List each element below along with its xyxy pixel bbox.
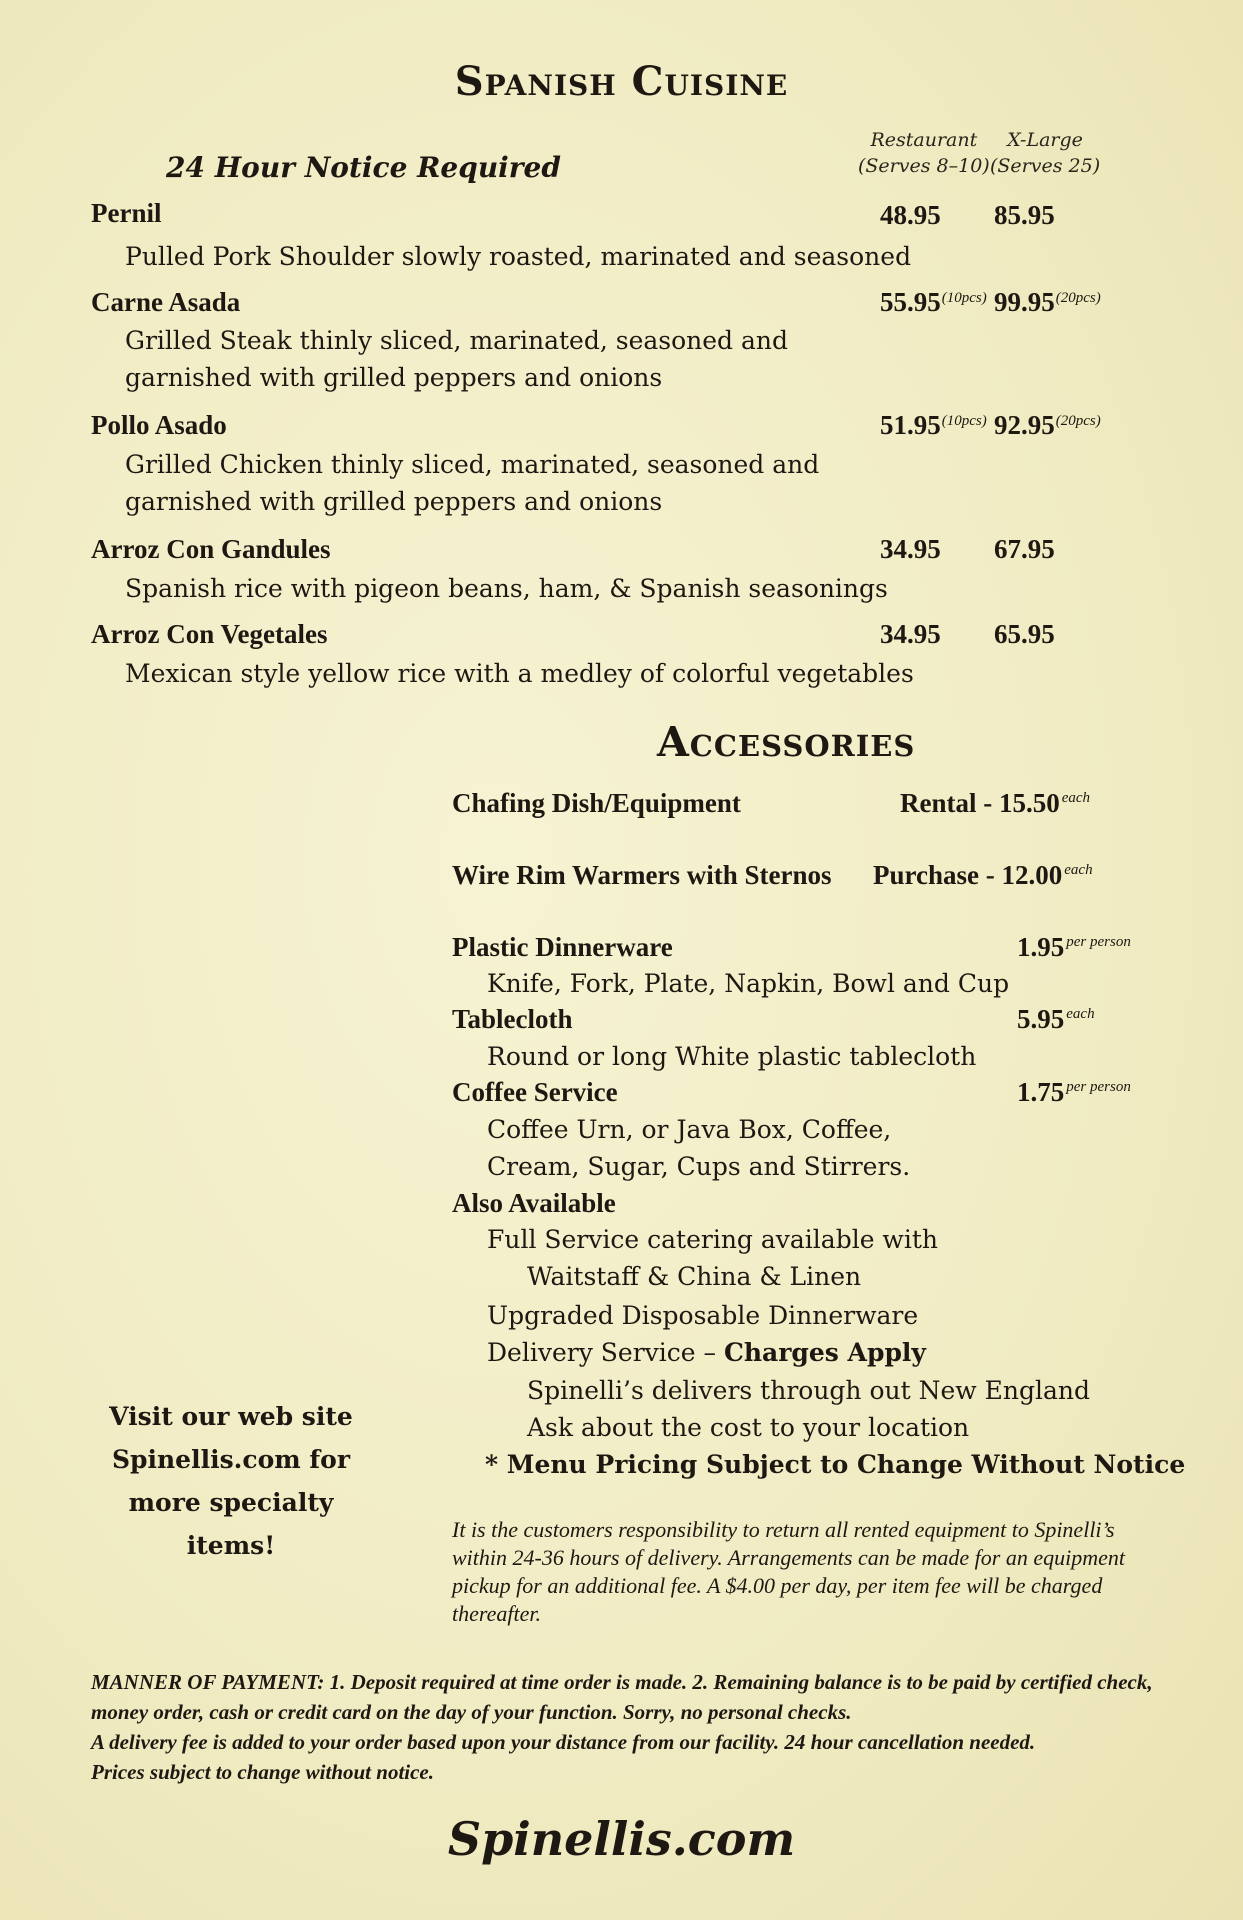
accessory-name: Chafing Dish/Equipment (452, 788, 741, 818)
price-xlarge: 85.95 (994, 200, 1055, 230)
menu-item-desc: Pulled Pork Shoulder slowly roasted, marinated and seasoned (125, 242, 912, 271)
price-xlarge: $99.95^{(20pcs)}$ (994, 287, 1101, 317)
accessory-name: Plastic Dinnerware (452, 932, 673, 962)
accessory-price: 1.95 $^{per person}$ (1017, 932, 1131, 962)
menu-item-name: Pernil (91, 198, 162, 228)
accessory-name: Tablecloth (452, 1004, 573, 1034)
page-title: Spanish Cuisine (454, 58, 789, 105)
footer-website: Spinellis.com (447, 1812, 796, 1866)
also-available-item: Waitstaff & China & Linen (527, 1262, 862, 1291)
menu-item-name: Carne Asada (91, 287, 241, 317)
accessory-name: Coffee Service (452, 1077, 618, 1107)
also-available-item: Upgraded Disposable Dinnerware (487, 1301, 919, 1330)
accessories-title: Accessories (657, 718, 916, 766)
menu-item-name: Pollo Asado (91, 410, 227, 440)
price-xlarge: $92.95^{(20pcs)}$ (994, 410, 1101, 440)
menu-item-desc: Mexican style yellow rice with a medley of colorful vegetables (125, 659, 914, 688)
menu-item-desc: Spanish rice with pigeon beans, ham, & Spanish seasonings (125, 574, 888, 603)
price-xlarge: 67.95 (994, 534, 1055, 564)
payment-terms: MANNER OF PAYMENT: 1. Deposit required at time order is made. 2. Remaining balance is to be paid by certified check, money order, cash or credit card on the day of your function. Sorry, no personal checks. A delivery fee is added to your order based upon your distance from our facility. 24 hour cancellation needed. Prices subject to change without notice. (91, 1670, 1153, 1784)
menu-item-desc: Grilled Steak thinly sliced, marinated, seasoned and (125, 326, 789, 355)
also-available-heading: Also Available (452, 1188, 616, 1218)
accessory-desc: Round or long White plastic tablecloth (487, 1042, 977, 1071)
accessory-desc: Coffee Urn, or Java Box, Coffee, (487, 1115, 892, 1144)
column-header-restaurant: Restaurant (Serves 8–10) (858, 129, 990, 177)
menu-item-name: Arroz Con Gandules (91, 534, 331, 564)
column-header-xlarge: X-Large (Serves 25) (990, 129, 1101, 177)
pricing-notice: * Menu Pricing Subject to Change Without Notice (485, 1450, 1186, 1479)
rental-note: It is the customers responsibility to return all rented equipment to Spinelli’s within 24-36 hours of delivery. Arrangements can be made for an equipment pickup for an additional fee. A $4.00 per day, per item fee will be charged thereafter. (452, 1517, 1125, 1626)
price-restaurant: 34.95 (880, 619, 941, 649)
accessory-price: 1.75 $^{per person}$ (1017, 1077, 1131, 1107)
also-available-item: Ask about the cost to your location (527, 1413, 970, 1442)
menu-item-name: Arroz Con Vegetales (91, 619, 328, 649)
notice-text: 24 Hour Notice Required (166, 151, 561, 184)
website-promo: Visit our web site Spinellis.com for more specialty items! (109, 1402, 353, 1560)
accessory-desc: Cream, Sugar, Cups and Stirrers. (487, 1152, 911, 1181)
menu-item-desc: garnished with grilled peppers and onions (125, 363, 663, 392)
accessory-price: 5.95 $^{each}$ (1017, 1004, 1095, 1034)
accessory-price: Purchase - 12.00 $^{each}$ (873, 860, 1093, 890)
menu-item-desc: garnished with grilled peppers and onions (125, 487, 663, 516)
price-restaurant: 48.95 (880, 200, 941, 230)
accessory-desc: Knife, Fork, Plate, Napkin, Bowl and Cup (487, 969, 1010, 998)
also-available-item: Delivery Service – Charges Apply (487, 1338, 926, 1367)
accessory-price: Rental - 15.50 $^{each}$ (900, 788, 1091, 818)
also-available-item: Spinelli’s delivers through out New England (527, 1376, 1090, 1405)
price-restaurant: $51.95^{(10pcs)}$ (880, 410, 987, 440)
price-restaurant: $55.95^{(10pcs)}$ (880, 287, 987, 317)
price-xlarge: 65.95 (994, 619, 1055, 649)
also-available-item: Full Service catering available with (487, 1225, 938, 1254)
price-restaurant: 34.95 (880, 534, 941, 564)
menu-item-desc: Grilled Chicken thinly sliced, marinated, seasoned and (125, 450, 820, 479)
accessory-name: Wire Rim Warmers with Sternos (452, 860, 832, 890)
